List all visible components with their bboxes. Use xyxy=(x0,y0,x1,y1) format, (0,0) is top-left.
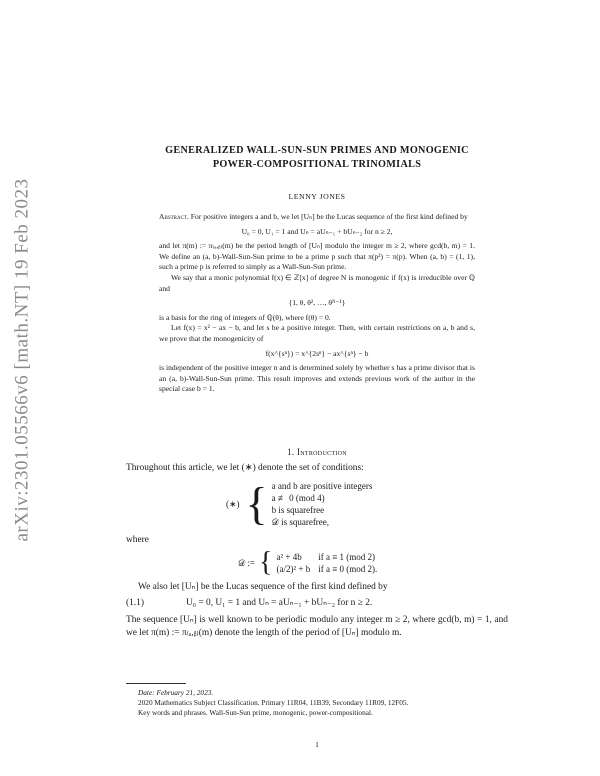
d-cases-table xyxy=(276,551,385,575)
equation-number: (1.1) xyxy=(126,598,144,609)
d-label: 𝒟 := xyxy=(238,557,256,568)
d-case-row xyxy=(276,551,385,563)
abstract xyxy=(159,212,475,395)
paper-title: GENERALIZED WALL-SUN-SUN PRIMES AND MONOGENIC POWER-COMPOSITIONAL TRINOMIALS xyxy=(165,145,469,170)
condition-item: 𝒟 is squarefree, xyxy=(271,516,330,527)
abstract-p4: is a basis for the ring of integers of ℚ(θ), where f(θ) = 0. xyxy=(159,312,331,322)
abstract-p1: For positive integers a and b, we let [Uₙ] be the Lucas sequence of the first kind defined by xyxy=(190,212,468,221)
abstract-p6: is independent of the positive integer n and is determined solely by whether s has a prime divisor that is an (a, b)-Wall-Sun-Sun prime. This result improves and extends previous work of the author in the special case b = 1. xyxy=(159,363,475,394)
where-text: where xyxy=(126,534,149,545)
page-number: 1 xyxy=(315,740,319,749)
abstract-eq2: {1, θ, θ², …, θᴺ⁻¹} xyxy=(288,298,346,308)
abstract-eq3: f(x^{sⁿ}) = x^{2sⁿ} − ax^{sⁿ} − b xyxy=(265,348,369,358)
d-case-row xyxy=(276,563,385,575)
intro-p1: Throughout this article, we let (∗) denote the set of conditions: xyxy=(126,463,364,473)
section-heading: 1. Introduction xyxy=(287,447,347,457)
intro-p2: We also let [Uₙ] be the Lucas sequence of the first kind defined by xyxy=(138,581,388,592)
footnote-keywords: Key words and phrases. Wall-Sun-Sun prime, monogenic, power-compositional. xyxy=(138,708,373,717)
footnotes xyxy=(126,688,508,718)
d-case-cond: if a ≡ 1 (mod 2) xyxy=(318,551,376,562)
left-brace-icon: { xyxy=(259,546,273,578)
d-case-cond: if a ≡ 0 (mod 2). xyxy=(318,563,378,574)
left-brace-icon: { xyxy=(245,477,268,529)
abstract-label: Abstract. xyxy=(159,212,189,221)
d-case-expr: a² + 4b xyxy=(276,551,302,562)
condition-item: a ≢ 0 (mod 4) xyxy=(271,492,325,503)
conditions-label: (∗) xyxy=(226,498,240,509)
abstract-p5: Let f(x) = x² − ax − b, and let s be a positive integer. Then, with certain restrictions on a, b and s, we prove that the monogenicity of xyxy=(159,323,475,343)
footnote-msc: 2020 Mathematics Subject Classification. Primary 11R04, 11B39, Secondary 11R09, 12F05. xyxy=(138,698,409,707)
equation-1-1 xyxy=(126,597,508,610)
d-definition xyxy=(238,546,508,578)
d-case-expr: (a/2)² + b xyxy=(276,563,311,574)
conditions-block xyxy=(226,477,508,529)
arxiv-stamp: arXiv:2301.05566v6 [math.NT] 19 Feb 2023 xyxy=(11,178,33,542)
condition-item: b is squarefree xyxy=(271,504,325,515)
abstract-p3: We say that a monic polynomial f(x) ∈ ℤ[x] of degree N is monogenic if f(x) is irreducible over ℚ and xyxy=(159,272,475,293)
condition-item: a and b are positive integers xyxy=(271,480,373,491)
footnote-rule xyxy=(126,683,186,684)
abstract-p2: and let π(m) := π₍ₐ,ᵦ₎(m) be the period length of [Uₙ] modulo the integer m ≥ 2, where gcd(b, m) = 1. We define an (a, b)-Wall-Sun-Sun prime to be a prime p such that π(p²) = π(p). When (a, b) = (1, 1), such a prime p is referred to simply as a Wall-Sun-Sun prime. xyxy=(159,241,475,272)
author: LENNY JONES xyxy=(288,192,346,201)
intro-p3: The sequence [Uₙ] is well known to be periodic modulo any integer m ≥ 2, where gcd(b, m) = 1, and we let π(m) := π₍ₐ,ᵦ₎(m) denote the length of the period of [Uₙ] modulo m. xyxy=(126,615,508,638)
equation-body: U₀ = 0, U₁ = 1 and Uₙ = aUₙ₋₁ + bUₙ₋₂ for n ≥ 2. xyxy=(186,598,373,609)
intro-body xyxy=(126,462,508,640)
abstract-eq1: U₀ = 0, U₁ = 1 and Uₙ = aUₙ₋₁ + bUₙ₋₂ for n ≥ 2, xyxy=(241,226,393,236)
footnote-date: Date: February 21, 2023. xyxy=(138,688,214,697)
